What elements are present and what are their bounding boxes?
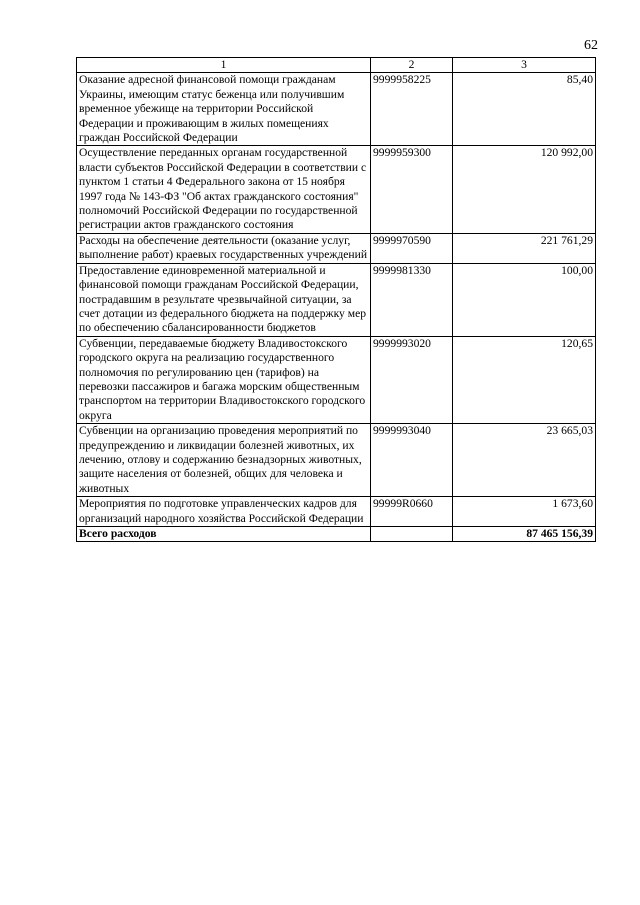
row-name: Субвенции, передаваемые бюджету Владивостокского городского округа на реализацию государственного полномочия по регулированию цен (тарифов) на перевозки пассажиров и багажа морским общественным транспортом на территории Владивостокского городского округа [77, 336, 371, 423]
row-code: 9999981330 [371, 263, 453, 336]
table-header-row [77, 58, 596, 73]
row-name: Осуществление переданных органам государственной власти субъектов Российской Федерации в соответствии с пунктом 1 статьи 4 Федерального закона от 15 ноября 1997 года № 143-ФЗ "Об актах гражданского состояния" полномочий Российской Федерации по государственной регистрации актов гражданского состояния [77, 146, 371, 233]
table-row [77, 146, 596, 233]
row-code: 9999993020 [371, 336, 453, 423]
row-name: Субвенции на организацию проведения мероприятий по предупреждению и ликвидации болезней животных, их лечению, отлову и содержанию безнадзорных животных, защите населения от болезней, общих для человека и животных [77, 424, 371, 497]
total-row [77, 527, 596, 542]
row-name: Мероприятия по подготовке управленческих кадров для организаций народного хозяйства Российской Федерации [77, 497, 371, 527]
table-row [77, 497, 596, 527]
table-row [77, 263, 596, 336]
row-code: 9999959300 [371, 146, 453, 233]
row-amount: 1 673,60 [453, 497, 596, 527]
column-header-3: 3 [453, 58, 596, 73]
row-code: 9999970590 [371, 233, 453, 263]
expenditure-table [76, 57, 596, 542]
table-row [77, 73, 596, 146]
row-name: Расходы на обеспечение деятельности (оказание услуг, выполнение работ) краевых государственных учреждений [77, 233, 371, 263]
row-amount: 100,00 [453, 263, 596, 336]
row-code: 9999993040 [371, 424, 453, 497]
row-name: Предоставление единовременной материальной и финансовой помощи гражданам Российской Федерации, пострадавшим в результате чрезвычайной ситуации, за счет дотации из федерального бюджета на поддержку мер по обеспечению сбалансированности бюджетов [77, 263, 371, 336]
row-amount: 23 665,03 [453, 424, 596, 497]
row-amount: 120,65 [453, 336, 596, 423]
row-name: Оказание адресной финансовой помощи гражданам Украины, имеющим статус беженца или получившим временное убежище на территории Российской Федерации и проживающим в жилых помещениях граждан Российской Федерации [77, 73, 371, 146]
total-code-cell [371, 527, 453, 542]
table-row [77, 336, 596, 423]
row-amount: 120 992,00 [453, 146, 596, 233]
table-row [77, 233, 596, 263]
page-number: 62 [584, 38, 598, 53]
row-code: 99999R0660 [371, 497, 453, 527]
total-label: Всего расходов [77, 527, 371, 542]
column-header-2: 2 [371, 58, 453, 73]
column-header-1: 1 [77, 58, 371, 73]
table-row [77, 424, 596, 497]
row-amount: 85,40 [453, 73, 596, 146]
row-amount: 221 761,29 [453, 233, 596, 263]
total-amount: 87 465 156,39 [453, 527, 596, 542]
row-code: 9999958225 [371, 73, 453, 146]
